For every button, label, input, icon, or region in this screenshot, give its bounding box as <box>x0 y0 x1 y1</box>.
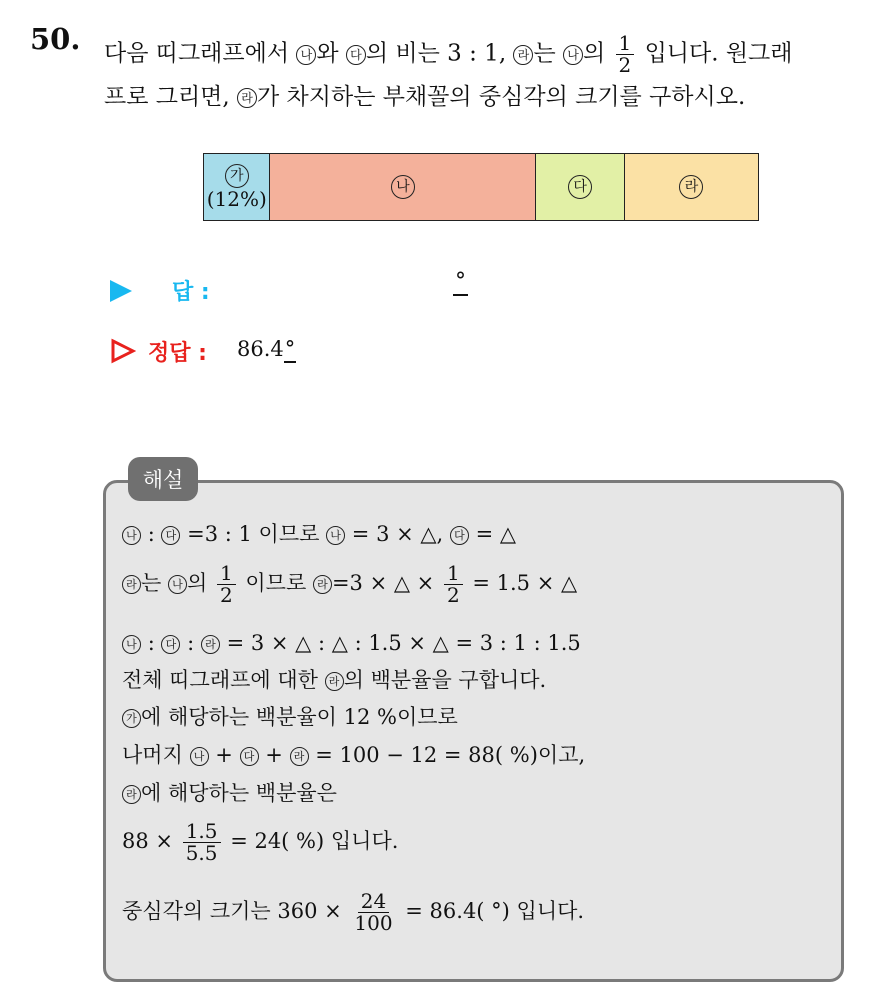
explanation-line-6 <box>122 745 585 766</box>
explanation-text: 이므로 <box>245 571 307 595</box>
explanation-line-5 <box>122 707 458 728</box>
explanation-line-4 <box>122 670 546 691</box>
circled-ra-symbol: 라 <box>325 672 344 691</box>
explanation-text: 88 × <box>122 829 173 853</box>
circled-ra-symbol: 라 <box>237 88 257 108</box>
strip-segment <box>204 154 270 220</box>
strip-segment <box>536 154 625 220</box>
explanation-text: = 86.4( °) 입니다. <box>405 899 585 923</box>
circled-ga-symbol: 가 <box>122 709 141 728</box>
fraction <box>616 33 635 76</box>
explanation-text: = 24( %) 입니다. <box>230 829 399 853</box>
question-text: 의 비는 3 : 1, <box>365 40 507 67</box>
fraction-denominator: 2 <box>618 53 632 77</box>
circled-ra-symbol: 라 <box>513 45 533 65</box>
circled-ra-symbol: 라 <box>122 575 141 594</box>
strip-graph <box>203 153 759 221</box>
strip-segment <box>270 154 536 220</box>
segment-percent-label: (12%) <box>206 186 267 211</box>
circled-na-symbol: 나 <box>122 526 141 545</box>
explanation-text: 는 <box>141 571 162 595</box>
answer-arrow-icon <box>110 280 132 302</box>
explanation-line-1 <box>122 524 516 545</box>
explanation-text: : <box>147 522 155 546</box>
correct-answer-number: 86.4 <box>237 337 284 361</box>
circled-na-symbol: 나 <box>168 575 187 594</box>
fraction-numerator: 24 <box>358 891 389 913</box>
explanation-line-3 <box>122 633 581 654</box>
circled-na-symbol: 나 <box>563 45 583 65</box>
circled-na-symbol: 나 <box>296 45 316 65</box>
question-text: 는 <box>533 40 556 67</box>
explanation-text: 나머지 <box>122 743 183 767</box>
explanation-text: =3 × △ × <box>331 571 435 595</box>
explanation-tag: 해설 <box>128 457 198 501</box>
question-number: 50. <box>30 22 81 56</box>
strip-segment <box>625 154 758 220</box>
explanation-text: 의 <box>186 571 208 595</box>
explanation-text: 에 해당하는 백분율이 12 %이므로 <box>141 705 458 729</box>
circled-ra-symbol: 라 <box>290 747 309 766</box>
question-line-1 <box>104 33 793 76</box>
explanation-line-8 <box>122 821 398 864</box>
explanation-text: + <box>215 743 233 767</box>
circled-da-symbol: 다 <box>346 45 366 65</box>
explanation-text: 전체 띠그래프에 대한 <box>122 668 318 692</box>
fraction-denominator: 2 <box>219 583 233 607</box>
circled-na-symbol: 나 <box>326 526 345 545</box>
fraction <box>351 891 395 934</box>
explanation-text: = 3 × △ : △ : 1.5 × △ = 3 : 1 : 1.5 <box>226 631 581 655</box>
fraction <box>217 563 236 606</box>
fraction <box>444 563 463 606</box>
fraction-denominator: 5.5 <box>185 841 218 865</box>
correct-answer-label: 정답 : <box>148 341 207 366</box>
answer-unit: ° <box>453 270 468 296</box>
answer-label: 답 : <box>172 280 210 305</box>
explanation-line-7 <box>122 783 337 804</box>
question-text: 다음 띠그래프에서 <box>104 40 290 67</box>
question-line-2 <box>104 86 745 109</box>
question-text: 입니다. 원그래 <box>644 40 793 67</box>
fraction-denominator: 100 <box>354 911 393 935</box>
fraction-numerator: 1 <box>444 563 463 585</box>
fraction-numerator: 1 <box>217 563 236 585</box>
correct-answer-arrow-icon <box>110 338 136 364</box>
circled-na-symbol: 나 <box>122 635 141 654</box>
explanation-text: 에 해당하는 백분율은 <box>141 781 337 805</box>
correct-answer-unit: ° <box>284 337 296 361</box>
explanation-text: 의 백분율을 구합니다. <box>343 668 547 692</box>
circled-da-symbol: 다 <box>161 526 180 545</box>
explanation-text: = 1.5 × △ <box>472 571 578 595</box>
explanation-line-2 <box>122 563 577 606</box>
fraction-denominator: 2 <box>446 583 460 607</box>
circled-ra-symbol: 라 <box>201 635 220 654</box>
correct-answer-value <box>237 337 296 361</box>
question-text: 프로 그리면, <box>104 84 230 110</box>
explanation-text: + <box>265 743 283 767</box>
circled-na-symbol: 나 <box>190 747 209 766</box>
question-text: 의 <box>582 40 606 67</box>
segment-symbol: 가 <box>225 164 249 188</box>
fraction-numerator: 1 <box>616 33 635 55</box>
segment-symbol: 나 <box>391 175 415 199</box>
explanation-text: : <box>147 631 155 655</box>
explanation-text: = 3 × △, <box>351 522 444 546</box>
explanation-text: = △ <box>475 522 516 546</box>
circled-da-symbol: 다 <box>161 635 180 654</box>
explanation-line-9 <box>122 891 584 934</box>
segment-symbol: 라 <box>679 175 703 199</box>
fraction-numerator: 1.5 <box>183 821 221 843</box>
question-text: 와 <box>316 40 339 67</box>
explanation-text: : <box>187 631 195 655</box>
explanation-text: = 100 − 12 = 88( %)이고, <box>315 743 586 767</box>
circled-da-symbol: 다 <box>240 747 259 766</box>
circled-ra-symbol: 라 <box>313 575 332 594</box>
segment-symbol: 다 <box>568 175 592 199</box>
explanation-text: =3 : 1 이므로 <box>187 522 320 546</box>
circled-da-symbol: 다 <box>450 526 469 545</box>
question-text: 가 차지하는 부채꼴의 중심각의 크기를 구하시오. <box>257 84 746 110</box>
fraction <box>183 821 221 864</box>
circled-ra-symbol: 라 <box>122 785 141 804</box>
explanation-text: 중심각의 크기는 360 × <box>122 899 342 923</box>
